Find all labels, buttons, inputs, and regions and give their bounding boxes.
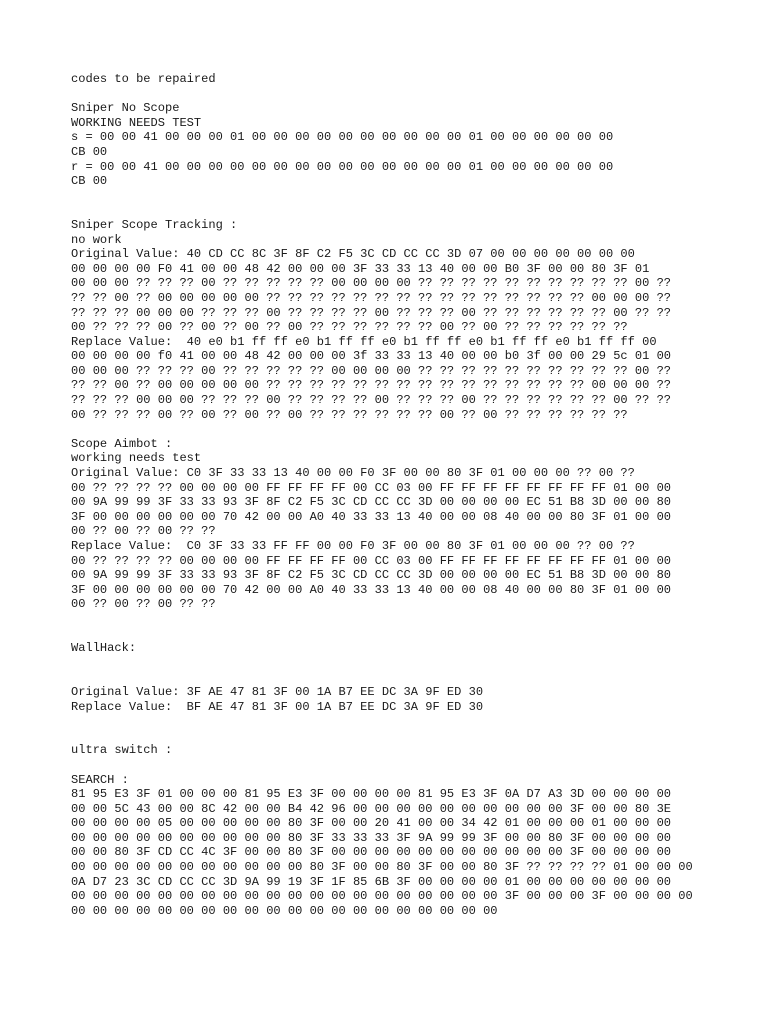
- document-line: CB 00: [71, 174, 108, 189]
- document-line: 00 00 00 00 00 00 00 00 00 00 00 80 3F 00 00 80 3F 00 00 80 3F ?? ?? ?? ?? 01 00 00 00: [71, 860, 693, 875]
- document-line: 00 00 00 00 05 00 00 00 00 00 80 3F 00 00 20 41 00 00 34 42 01 00 00 00 01 00 00 00: [71, 816, 672, 831]
- document-line: [71, 87, 731, 102]
- document-line: 00 00 00 00 00 00 00 00 00 00 80 3F 33 33 33 3F 9A 99 99 3F 00 00 80 3F 00 00 00 00: [71, 830, 672, 845]
- document-line: Scope Aimbot :: [71, 436, 173, 451]
- document-line: 81 95 E3 3F 01 00 00 00 81 95 E3 3F 00 00 00 00 81 95 E3 3F 0A D7 A3 3D 00 00 00 00: [71, 787, 672, 802]
- document-line: ?? ?? 00 ?? 00 00 00 00 00 ?? ?? ?? ?? ?? ?? ?? ?? ?? ?? ?? ?? ?? ?? ?? 00 00 00 ??: [71, 290, 672, 305]
- document-line: r = 00 00 41 00 00 00 00 00 00 00 00 00 00 00 00 00 00 01 00 00 00 00 00 00: [71, 159, 614, 174]
- document-line: 3F 00 00 00 00 00 00 70 42 00 00 A0 40 33 33 13 40 00 00 08 40 00 00 80 3F 01 00 00: [71, 582, 672, 597]
- document-line: 00 00 5C 43 00 00 8C 42 00 00 B4 42 96 00 00 00 00 00 00 00 00 00 00 3F 00 00 80 3E: [71, 801, 672, 816]
- document-line: Original Value: 3F AE 47 81 3F 00 1A B7 EE DC 3A 9F ED 30: [71, 684, 484, 699]
- document-line: CB 00: [71, 144, 108, 159]
- document-line: [71, 612, 731, 627]
- document-line: [71, 203, 731, 218]
- document-line: [71, 729, 731, 744]
- document-line: [71, 670, 731, 685]
- document-line: 00 9A 99 99 3F 33 33 93 3F 8F C2 F5 3C CD CC CC 3D 00 00 00 00 EC 51 B8 3D 00 00 80: [71, 568, 672, 583]
- document-line: 00 00 00 00 00 00 00 00 00 00 00 00 00 00 00 00 00 00 00 00: [71, 903, 498, 918]
- document-line: 00 ?? 00 ?? 00 ?? ??: [71, 524, 216, 539]
- document-line: Replace Value: 40 e0 b1 ff ff e0 b1 ff ff e0 b1 ff ff e0 b1 ff ff e0 b1 ff ff 00: [71, 334, 657, 349]
- document-line: [71, 627, 731, 642]
- document-line: [71, 758, 731, 773]
- document-line: 00 ?? ?? ?? 00 ?? 00 ?? 00 ?? 00 ?? ?? ?? ?? ?? ?? 00 ?? 00 ?? ?? ?? ?? ?? ??: [71, 320, 628, 335]
- document-line: ?? ?? ?? 00 00 00 ?? ?? ?? 00 ?? ?? ?? ?? 00 ?? ?? ?? 00 ?? ?? ?? ?? ?? ?? 00 ?? ??: [71, 393, 672, 408]
- document-line: 00 ?? 00 ?? 00 ?? ??: [71, 597, 216, 612]
- document-line: working needs test: [71, 451, 202, 466]
- document-line: Sniper Scope Tracking :: [71, 217, 238, 232]
- document-line: ultra switch :: [71, 743, 173, 758]
- document-line: 00 00 00 ?? ?? ?? 00 ?? ?? ?? ?? ?? 00 00 00 00 ?? ?? ?? ?? ?? ?? ?? ?? ?? ?? 00 ??: [71, 363, 672, 378]
- document-line: 00 00 00 00 00 00 00 00 00 00 00 00 00 00 00 00 00 00 00 00 3F 00 00 00 3F 00 00 00 00: [71, 889, 693, 904]
- document-line: Replace Value: BF AE 47 81 3F 00 1A B7 EE DC 3A 9F ED 30: [71, 699, 484, 714]
- document-text: [71, 72, 731, 918]
- document-line: no work: [71, 232, 122, 247]
- document-line: Sniper No Scope: [71, 101, 180, 116]
- document-line: 00 00 00 ?? ?? ?? 00 ?? ?? ?? ?? ?? 00 00 00 00 ?? ?? ?? ?? ?? ?? ?? ?? ?? ?? 00 ??: [71, 276, 672, 291]
- document-line: 00 ?? ?? ?? 00 ?? 00 ?? 00 ?? 00 ?? ?? ?? ?? ?? ?? 00 ?? 00 ?? ?? ?? ?? ?? ??: [71, 407, 628, 422]
- document-line: [71, 422, 731, 437]
- document-line: [71, 714, 731, 729]
- document-line: WORKING NEEDS TEST: [71, 115, 202, 130]
- document-line: WallHack:: [71, 641, 137, 656]
- document-line: 00 9A 99 99 3F 33 33 93 3F 8F C2 F5 3C CD CC CC 3D 00 00 00 00 EC 51 B8 3D 00 00 80: [71, 495, 672, 510]
- document-line: ?? ?? ?? 00 00 00 ?? ?? ?? 00 ?? ?? ?? ?? 00 ?? ?? ?? 00 ?? ?? ?? ?? ?? ?? 00 ?? ??: [71, 305, 672, 320]
- document-line: SEARCH :: [71, 772, 129, 787]
- document-line: [71, 189, 731, 204]
- document-line: 00 ?? ?? ?? ?? 00 00 00 00 FF FF FF FF 00 CC 03 00 FF FF FF FF FF FF FF FF 01 00 00: [71, 553, 672, 568]
- document-line: 00 00 80 3F CD CC 4C 3F 00 00 80 3F 00 00 00 00 00 00 00 00 00 00 00 3F 00 00 00 00: [71, 845, 672, 860]
- document-line: 00 00 00 00 F0 41 00 00 48 42 00 00 00 3F 33 33 13 40 00 00 B0 3F 00 00 80 3F 01: [71, 261, 650, 276]
- document-line: 00 00 00 00 f0 41 00 00 48 42 00 00 00 3f 33 33 13 40 00 00 b0 3f 00 00 29 5c 01 00: [71, 349, 672, 364]
- document-line: 00 ?? ?? ?? ?? 00 00 00 00 FF FF FF FF 00 CC 03 00 FF FF FF FF FF FF FF FF 01 00 00: [71, 480, 672, 495]
- document-line: [71, 656, 731, 671]
- document-line: 3F 00 00 00 00 00 00 70 42 00 00 A0 40 33 33 13 40 00 00 08 40 00 00 80 3F 01 00 00: [71, 509, 672, 524]
- document-line: Original Value: 40 CD CC 8C 3F 8F C2 F5 3C CD CC CC 3D 07 00 00 00 00 00 00 00: [71, 247, 635, 262]
- document-line: s = 00 00 41 00 00 00 01 00 00 00 00 00 00 00 00 00 00 01 00 00 00 00 00 00: [71, 130, 614, 145]
- document-line: codes to be repaired: [71, 72, 216, 86]
- document-line: ?? ?? 00 ?? 00 00 00 00 00 ?? ?? ?? ?? ?? ?? ?? ?? ?? ?? ?? ?? ?? ?? ?? 00 00 00 ??: [71, 378, 672, 393]
- document-line: Replace Value: C0 3F 33 33 FF FF 00 00 F0 3F 00 00 80 3F 01 00 00 00 ?? 00 ??: [71, 539, 635, 553]
- document-line: Original Value: C0 3F 33 33 13 40 00 00 F0 3F 00 00 80 3F 01 00 00 00 ?? 00 ??: [71, 466, 635, 481]
- document-line: 0A D7 23 3C CD CC CC 3D 9A 99 19 3F 1F 85 6B 3F 00 00 00 00 01 00 00 00 00 00 00 00: [71, 874, 672, 889]
